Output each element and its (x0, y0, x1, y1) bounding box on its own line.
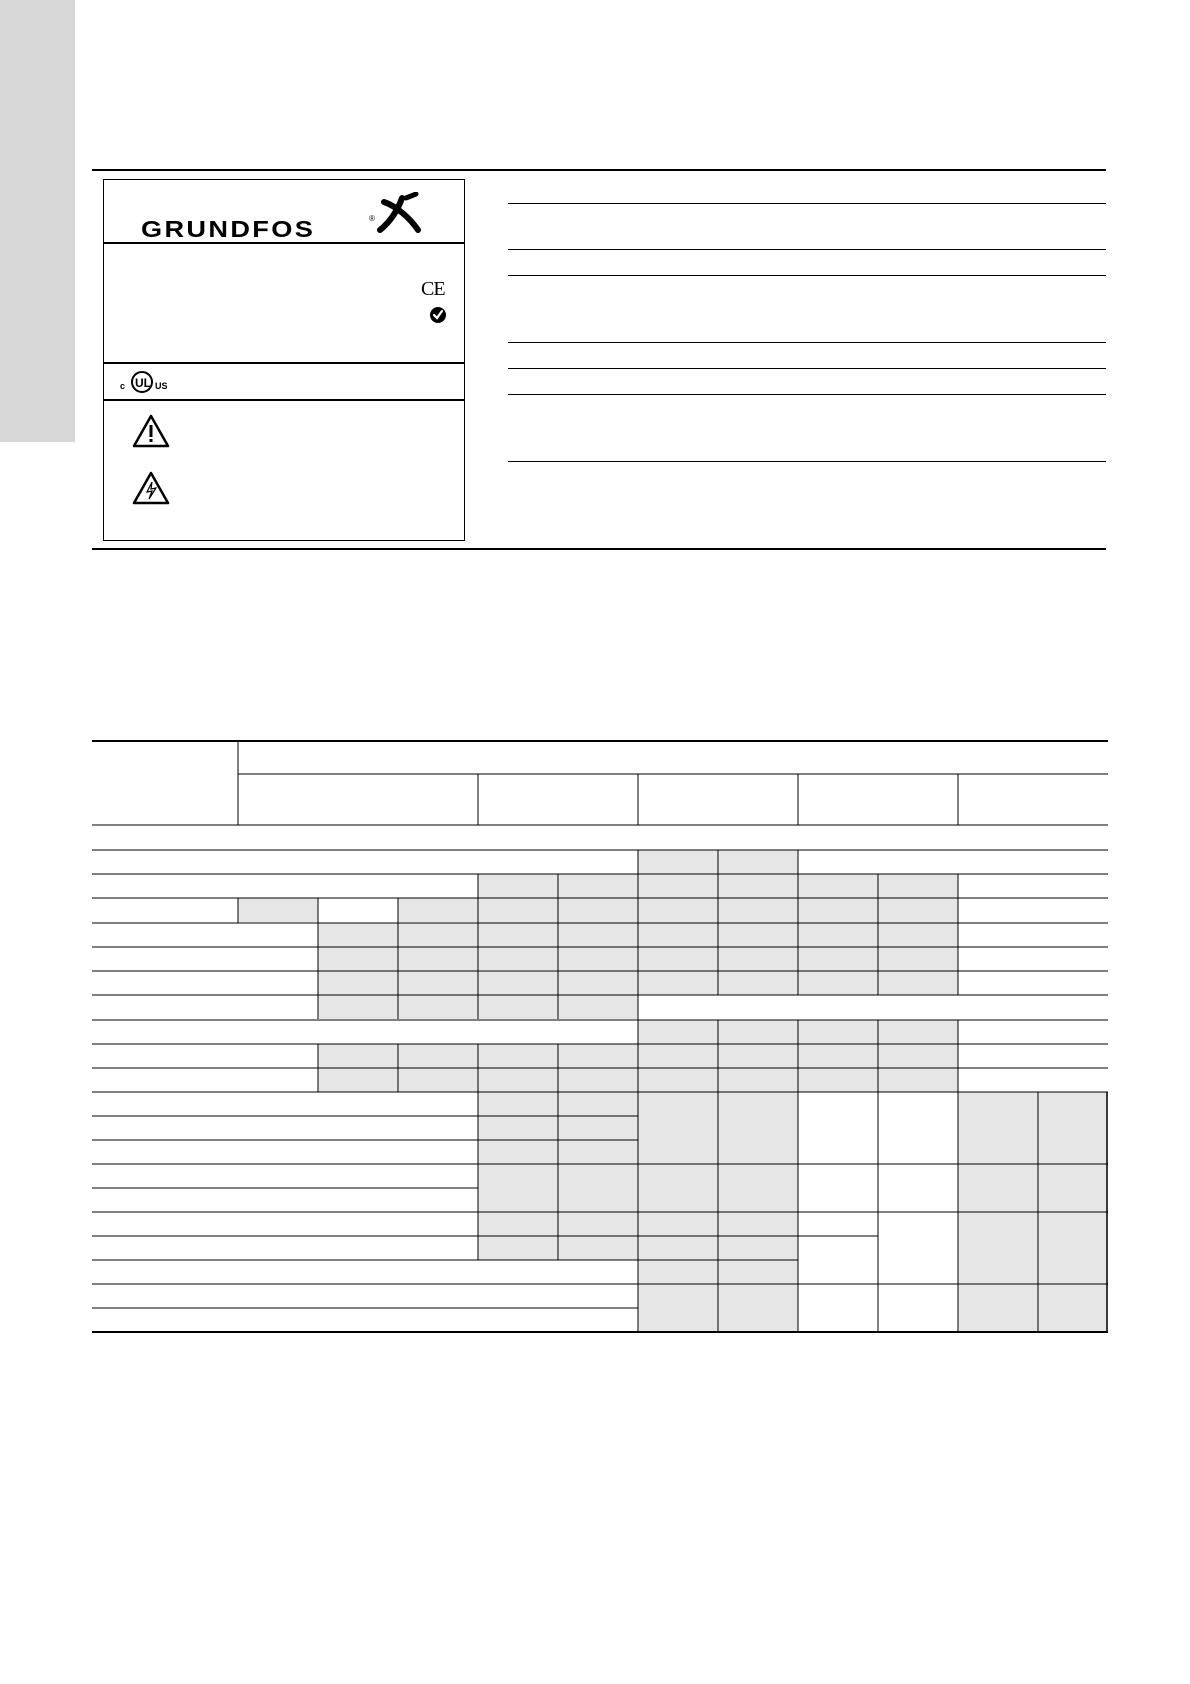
spec-row-rule-6 (508, 394, 1106, 395)
spec-row-rule-3 (508, 275, 1106, 276)
nameplate-divider-3 (104, 399, 464, 401)
nameplate-divider-2 (104, 362, 464, 364)
side-tab (0, 0, 75, 442)
grundfos-logo-icon (376, 192, 426, 236)
section-bottom-rule (92, 548, 1106, 550)
cul-us-listed-icon (120, 370, 182, 394)
spec-row-rule-4 (508, 342, 1106, 343)
nameplate (103, 179, 465, 541)
data-grid-table (92, 740, 1108, 1336)
section-top-rule (92, 169, 1106, 171)
c-tick-mark-icon (429, 306, 447, 324)
brand-logo-text: GRUNDFOS (141, 216, 316, 242)
nameplate-divider-1 (104, 242, 464, 244)
ce-mark-icon: CE (421, 278, 445, 300)
spec-row-rule-7 (508, 461, 1106, 462)
registered-mark: ® (369, 214, 375, 223)
svg-text:UL: UL (135, 376, 151, 390)
spec-row-rule-5 (508, 368, 1106, 369)
general-warning-icon (131, 413, 171, 449)
electrical-hazard-icon (131, 470, 171, 506)
spec-row-rule-1 (508, 203, 1106, 204)
svg-text:US: US (155, 381, 168, 391)
svg-text:c: c (120, 381, 126, 391)
spec-row-rule-2 (508, 249, 1106, 250)
